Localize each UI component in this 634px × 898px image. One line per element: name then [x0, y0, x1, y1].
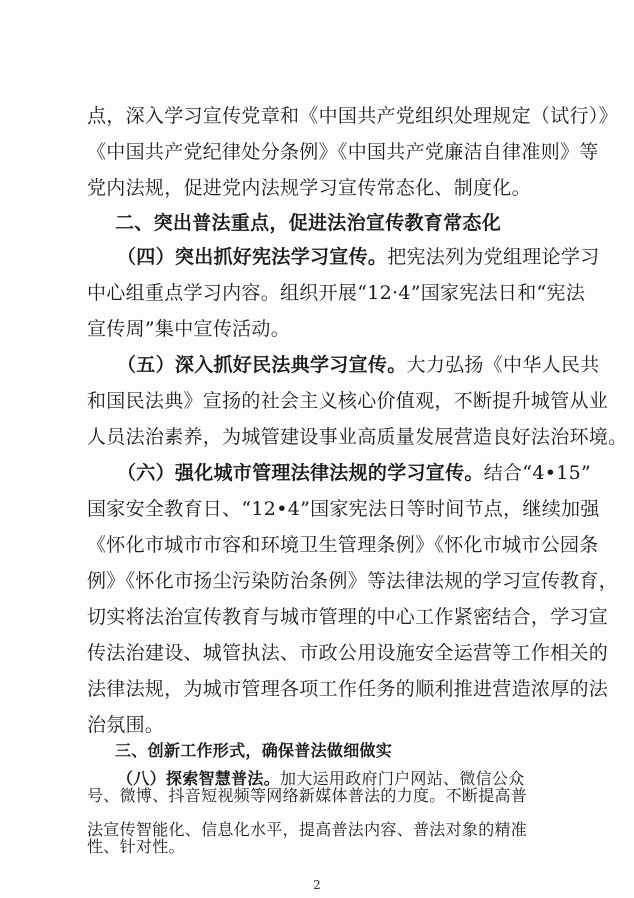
section-heading [115, 211, 501, 235]
line-text: 大力弘扬《中华人民共 [406, 354, 600, 376]
line-text: 加大运用政府门户网站、微信公众 [280, 769, 525, 788]
paragraph-start [117, 461, 591, 485]
body-line [87, 104, 618, 128]
subsection-lead: （六）强化城市管理法律法规的学习宣传。 [117, 462, 484, 484]
section-heading [115, 742, 392, 759]
line-text: 党内法规，促进党内法规学习宣传常态化、制度化。 [87, 177, 531, 199]
body-line [87, 533, 599, 557]
line-text: 《怀化市城市市容和环境卫生管理条例》《怀化市城市公园条 [87, 534, 599, 556]
body-line [87, 677, 608, 701]
body-line [87, 605, 608, 629]
body-line [87, 176, 531, 200]
line-text: 传法治建设、城管执法、市政公用设施安全运营等工作相关的 [87, 642, 609, 664]
body-line [87, 838, 185, 855]
line-text: 结合“4•15” [483, 462, 592, 484]
line-text: 和国民法典》宣扬的社会主义核心价值观，不断提升城管从业 [87, 390, 609, 412]
line-text: 《中国共产党纪律处分条例》《中国共产党廉洁自律准则》等 [87, 141, 599, 163]
line-text: 号、微博、抖音短视频等网络新媒体普法的力度。不断提高普 [87, 786, 528, 805]
body-line [87, 787, 527, 804]
body-line [87, 569, 618, 593]
subsection-lead: （四）突出抓好宪法学习宣传。 [117, 246, 388, 268]
paragraph-start [117, 770, 525, 787]
subsection-lead: （五）深入抓好民法典学习宣传。 [117, 354, 407, 376]
body-line [87, 389, 608, 413]
line-text: 宣传周”集中宣传活动。 [87, 318, 291, 340]
body-line [87, 821, 527, 838]
body-line [87, 497, 600, 521]
line-text: 法律法规，为城市管理各项工作任务的顺利推进营造浓厚的法 [87, 678, 609, 700]
body-line [87, 425, 627, 449]
heading-text: 二、突出普法重点，促进法治宣传教育常态化 [115, 212, 502, 234]
body-line [87, 317, 290, 341]
paragraph-start [117, 245, 600, 269]
body-line [87, 140, 599, 164]
line-text: 把宪法列为党组理论学习 [387, 246, 600, 268]
line-text: 点，深入学习宣传党章和《中国共产党组织处理规定（试行）》 [87, 105, 618, 127]
body-line [87, 281, 585, 305]
subsection-lead: （八）探索智慧普法。 [117, 769, 281, 788]
body-line [87, 713, 164, 737]
line-text: 法宣传智能化、信息化水平，提高普法内容、普法对象的精准 [87, 820, 528, 839]
paragraph-start [117, 353, 600, 377]
heading-text: 三、创新工作形式，确保普法做细做实 [115, 741, 393, 760]
page-number: 2 [313, 878, 321, 892]
line-text: 治氛围。 [87, 714, 165, 736]
line-text: 性、针对性。 [87, 837, 185, 856]
line-text: 中心组重点学习内容。组织开展“12·4”国家宪法日和“宪法 [87, 282, 586, 304]
line-text: 国家安全教育日、“12•4”国家宪法日等时间节点，继续加强 [87, 498, 600, 520]
body-line [87, 641, 608, 665]
line-text: 例》《怀化市扬尘污染防治条例》等法律法规的学习宣传教育， [87, 570, 618, 592]
line-text: 切实将法治宣传教育与城市管理的中心工作紧密结合，学习宣 [87, 606, 609, 628]
line-text: 人员法治素养，为城管建设事业高质量发展营造良好法治环境。 [87, 426, 628, 448]
